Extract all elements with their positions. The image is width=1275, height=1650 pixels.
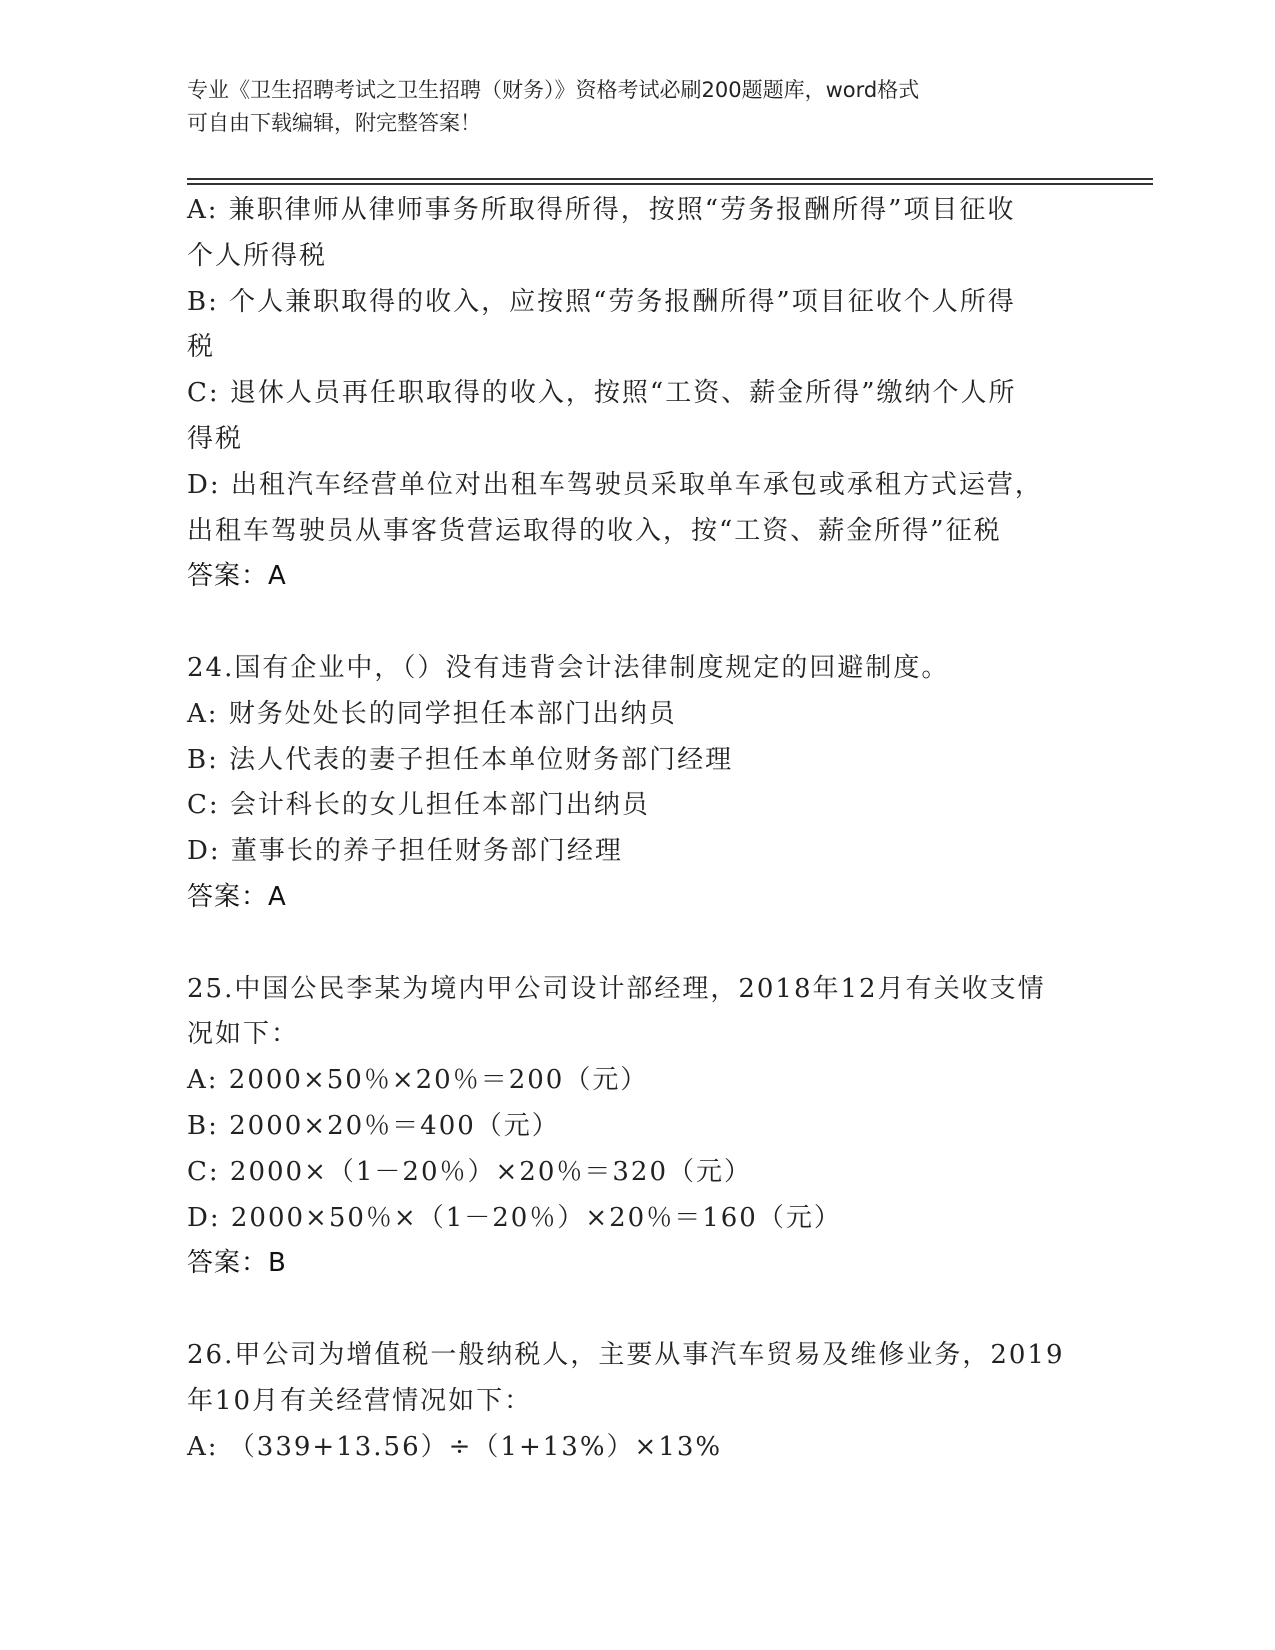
question-26 <box>187 1333 1077 1470</box>
document-header <box>187 74 1067 140</box>
header-line-1: 专业《卫生招聘考试之卫生招聘（财务）》资格考试必刷200题题库，word格式 <box>187 78 920 102</box>
spacer <box>187 1287 1077 1333</box>
header-line-2: 可自由下载编辑，附完整答案！ <box>187 111 481 135</box>
answer: 答案：A <box>187 561 287 592</box>
option-b: B: 法人代表的妻子担任本单位财务部门经理 <box>187 744 734 775</box>
option-d: D: 出租汽车经营单位对出租车驾驶员采取单车承包或承租方式运营， 出租车驾驶员从事客货营运取得的收入，按“工资、薪金所得”征税 <box>187 469 1043 546</box>
answer: 答案：A <box>187 881 287 912</box>
question-text: 24.国有企业中，（）没有违背会计法律制度规定的回避制度。 <box>187 652 950 683</box>
question-text: 25.中国公民李某为境内甲公司设计部经理，2018年12月有关收支情 <box>187 973 1046 1004</box>
question-23 <box>187 188 1077 600</box>
option-a: A: 兼职律师从律师事务所取得所得，按照“劳务报酬所得”项目征收 个人所得税 <box>187 195 1016 271</box>
question-text-cont: 年10月有关经营情况如下： <box>187 1385 533 1416</box>
option-a: A: （339+13.56）÷（1+13%）×13% <box>187 1431 723 1462</box>
spacer <box>187 600 1077 646</box>
question-24 <box>187 646 1077 921</box>
option-c: C: 会计科长的女儿担任本部门出纳员 <box>187 790 650 821</box>
option-c: C: 2000×（1－20％）×20％＝320（元） <box>187 1156 752 1187</box>
option-b: B: 2000×20％＝400（元） <box>187 1110 560 1141</box>
header-divider-bottom <box>187 183 1153 185</box>
answer: 答案：B <box>187 1248 287 1279</box>
question-text: 26.甲公司为增值税一般纳税人，主要从事汽车贸易及维修业务，2019 <box>187 1339 1065 1370</box>
header-divider-top <box>187 178 1153 180</box>
option-a: A: 财务处处长的同学担任本部门出纳员 <box>187 698 677 729</box>
option-d: D: 2000×50％×（1－20％）×20％＝160（元） <box>187 1202 842 1233</box>
document-body <box>187 188 1077 1470</box>
option-c: C: 退休人员再任职取得的收入，按照“工资、薪金所得”缴纳个人所 得税 <box>187 378 1017 454</box>
option-b: B: 个人兼职取得的收入，应按照“劳务报酬所得”项目征收个人所得 税 <box>187 286 1016 363</box>
question-25 <box>187 967 1077 1288</box>
question-text-cont: 况如下： <box>187 1019 300 1050</box>
option-d: D: 董事长的养子担任财务部门经理 <box>187 836 623 867</box>
option-a: A: 2000×50％×20％＝200（元） <box>187 1065 649 1096</box>
spacer <box>187 921 1077 967</box>
